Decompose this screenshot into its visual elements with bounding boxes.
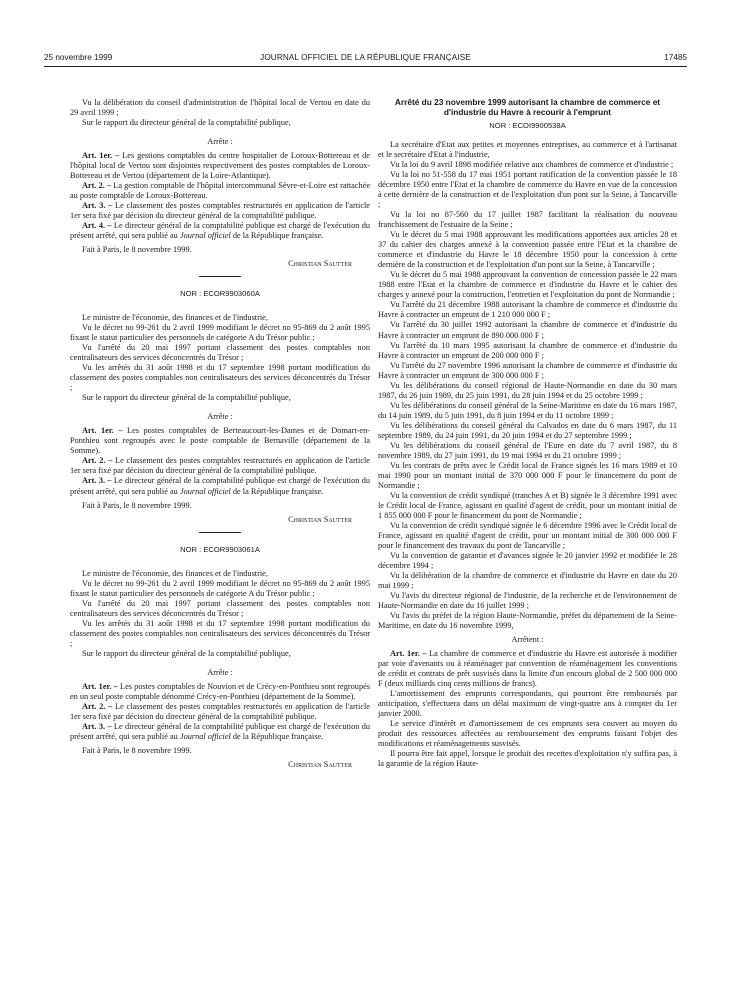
arretent-heading: Arrêtent : <box>511 634 544 644</box>
article <box>70 181 370 201</box>
left-column <box>70 98 370 770</box>
article-label: Art. 2. – <box>82 456 113 466</box>
article-label: Art. 2. – <box>82 701 113 711</box>
article-text: Le classement des postes comptables restructurés en application de l'article 1er sera fixé par décision du directeur général de la comptabilité publique. <box>70 201 370 221</box>
visa: Vu la convention de crédit syndiqué (tranches A et B) signée le 3 décembre 1991 avec le Crédit local de France, agissant en qualité d'agent de crédit, pour un montant initial de 1 855 000 000 F pour le financement du pont de Normandie ; <box>378 490 677 520</box>
article-text: La gestion comptable de l'hôpital intercommunal Sèvre-et-Loire est rattachée au poste comptable de Loroux-Bottereau. <box>70 181 371 201</box>
signature: Christian Sautter <box>288 514 352 524</box>
paragraph: Il pourra être fait appel, lorsque le produit des recettes d'exploitation n'y suffira pas, à la garantie de la région Haute- <box>378 749 677 769</box>
visa: Vu le décret du 5 mai 1988 approuvant la convention de concession passée le 22 mars 1988 entre l'Etat et la chambre de commerce et d'industrie du Havre et le cahier des charges y annexé pour la construction, l'entretien et l'exploitation du pont de Normandie ; <box>378 270 677 300</box>
article <box>70 702 370 722</box>
paragraph: Vu le décret no 99-261 du 2 avril 1999 modifiant le décret no 95-869 du 2 août 1995 fixant le statut particulier des personnels de catégorie A du Trésor public ; <box>70 578 370 598</box>
visa: Vu l'avis du préfet de la région Haute-Normandie, préfet du département de la Seine-Maritime, en date du 16 novembre 1999, <box>378 610 677 630</box>
paragraph: Vu l'arrêté du 20 mai 1997 portant classement des postes comptables non centralisateurs des services déconcentrés du Trésor ; <box>70 343 370 363</box>
article-text: Le directeur général de la comptabilité publique est chargé de l'exécution du présent arrêté, qui sera publié au <box>70 476 371 496</box>
article-text: Les gestions comptables du centre hospitalier de Loroux-Bottereau et de l'hôpital local de Vertou sont disjointes respectivement des postes comptables de Loroux-Bottereau et de Vertou (département de la Loire-Atlantique). <box>70 151 370 181</box>
article-text: de la République française. <box>232 231 324 241</box>
paragraph: Le ministre de l'économie, des finances et de l'industrie, <box>82 313 268 323</box>
visa: Vu le décret du 5 mai 1988 approuvant les modifications apportées aux articles 28 et 37 du cahier des charges annexé à la convention passée entre l'Etat et la chambre de commerce et d'industrie du Havre le 18 décembre 1950 pour la concession à cette dernière de la construction et de l'exploitation d'un pont sur la Seine, à Tancarville ; <box>378 230 677 270</box>
article-text: Les postes comptables de Berteaucourt-les-Dames et de Domart-en-Ponthieu sont regroupés avec le poste comptable de Bernaville (département de la Somme). <box>70 426 371 456</box>
done-at: Fait à Paris, le 8 novembre 1999. <box>82 245 192 255</box>
article-label: Art. 1er. – <box>82 151 120 161</box>
article-text: Les postes comptables de Nouvion et de Crécy-en-Ponthieu sont regroupés en un seul poste comptable dénommé Crécy-en-Ponthieu (département de la Somme). <box>70 681 371 701</box>
journal-name: Journal officiel <box>179 231 231 241</box>
article-label: Art. 3. – <box>82 721 112 731</box>
article-label: Art. 3. – <box>82 476 112 486</box>
article <box>70 682 370 702</box>
nor-reference: NOR : ECOI9900538A <box>489 121 566 131</box>
article-text: Le directeur général de la comptabilité publique est chargé de l'exécution du présent arrêté, qui sera publié au <box>70 221 371 241</box>
header-date: 25 novembre 1999 <box>44 53 113 62</box>
paragraph: L'amortissement des emprunts correspondants, qui pourront être remboursés par anticipation, s'effectuera dans un délai maximum de vingt-quatre ans à compter du 1er janvier 2000. <box>378 689 677 719</box>
signature: Christian Sautter <box>288 759 352 769</box>
paragraph: Sur le rapport du directeur général de la comptabilité publique, <box>82 393 291 403</box>
article-text: de la République française. <box>232 486 324 496</box>
visa: Vu la convention de garantie et d'avances signée le 20 janvier 1992 et modifiée le 28 décembre 1994 ; <box>378 550 677 570</box>
nor-reference: NOR : ECOR9903061A <box>180 544 260 554</box>
done-at: Fait à Paris, le 8 novembre 1999. <box>82 500 192 510</box>
paragraph: Vu le décret no 99-261 du 2 avril 1999 modifiant le décret no 95-869 du 2 août 1995 fixant le statut particulier des personnels de catégorie A du Trésor public ; <box>70 323 370 343</box>
article-label: Art. 1er. – <box>390 648 427 658</box>
article-label: Art. 2. – <box>82 181 112 191</box>
article-text: Le classement des postes comptables restructurés en application de l'article 1er sera fixé par décision du directeur général de la comptabilité publique. <box>70 456 370 476</box>
article-text: Le classement des postes comptables restructurés en application de l'article 1er sera fixé par décision du directeur général de la comptabilité publique. <box>70 701 370 721</box>
visa: Vu l'avis du directeur régional de l'industrie, de la recherche et de l'environnement de Haute-Normandie en date du 16 juillet 1999 ; <box>378 590 677 610</box>
visa: La secrétaire d'Etat aux petites et moyennes entreprises, au commerce et à l'artisanat et le secrétaire d'Etat à l'industrie, <box>378 140 677 160</box>
arrete-heading: Arrête : <box>207 412 233 422</box>
right-column <box>378 98 677 769</box>
article <box>70 221 370 241</box>
paragraph: Vu les arrêtés du 31 août 1998 et du 17 septembre 1998 portant modification du classement des postes comptables non centralisateurs des services déconcentrés du Trésor ; <box>70 618 370 648</box>
article <box>70 426 370 456</box>
article-text: La chambre de commerce et d'industrie du Havre est autorisée à modifier par voie d'avenants ou à réaménager par convention de réaménagement les conventions de crédit et contrats de prêt susvisés dans la limite d'un encours global de 2 500 000 000 F (deux milliards cinq cents millions de francs). <box>378 648 677 689</box>
paragraph: Vu les arrêtés du 31 août 1998 et du 17 septembre 1998 portant modification du classement des postes comptables non centralisateurs des services déconcentrés du Trésor ; <box>70 363 370 393</box>
visa: Vu la délibération de la chambre de commerce et d'industrie du Havre en date du 20 mai 1999 ; <box>378 570 677 590</box>
visa: Vu l'arrêté du 27 novembre 1996 autorisant la chambre de commerce et d'industrie du Havre à contracter un emprunt de 300 000 000 F ; <box>378 360 677 380</box>
paragraph: Sur le rapport du directeur général de la comptabilité publique, <box>82 118 291 128</box>
article <box>70 456 370 476</box>
journal-name: Journal officiel <box>179 486 231 496</box>
article-text: de la République française. <box>232 731 324 741</box>
visa: Vu la convention de crédit syndiqué signée le 6 décembre 1996 avec le Crédit local de France, agissant en qualité d'agent de crédit, pour un montant initial de 300 000 000 F pour le financement des travaux du pont de Tancarville ; <box>378 520 677 550</box>
visa: Vu les délibérations du conseil général de l'Eure en date du 7 avril 1987, du 8 novembre 1989, du 27 juin 1991, du 19 mai 1994 et du 21 octobre 1999 ; <box>378 440 677 460</box>
arrete-heading: Arrête : <box>207 667 233 677</box>
header-page-number: 17485 <box>664 53 687 62</box>
visa: Vu les délibérations du conseil général de la Seine-Maritime en date du 16 mars 1987, du 14 juin 1989, du 5 juin 1991, du 8 juin 1994 et du 11 octobre 1999 ; <box>378 400 677 420</box>
visa: Vu l'arrêté du 30 juillet 1992 autorisant la chambre de commerce et d'industrie du Havre à contracter un emprunt de 890 000 000 F ; <box>378 320 677 340</box>
article <box>70 201 370 221</box>
paragraph: Vu l'arrêté du 20 mai 1997 portant classement des postes comptables non centralisateurs des services déconcentrés du Trésor ; <box>70 598 370 618</box>
visas-list <box>378 140 677 631</box>
header-journal-title: JOURNAL OFFICIEL DE LA RÉPUBLIQUE FRANÇAISE <box>260 53 471 62</box>
article-label: Art. 3. – <box>82 201 113 211</box>
article <box>378 649 677 689</box>
page-header <box>44 53 687 67</box>
visa: Vu la loi du 9 avril 1898 modifiée relative aux chambres de commerce et d'industrie ; <box>390 160 674 170</box>
paragraph: Le ministre de l'économie, des finances et de l'industrie, <box>82 568 268 578</box>
visa: Vu l'arrêté du 21 décembre 1988 autorisant la chambre de commerce et d'industrie du Havre à contracter un emprunt de 1 210 000 000 F ; <box>378 300 677 320</box>
visa: Vu la loi no 87-560 du 17 juillet 1987 facilitant la réalisation du nouveau franchissement de l'estuaire de la Seine ; <box>378 210 677 230</box>
journal-name: Journal officiel <box>179 731 231 741</box>
paragraph: Le service d'intérêt et d'amortissement de ces emprunts sera couvert au moyen du produit des ressources affectées au remboursement des emprunts faisant l'objet des modifications et réaménagements susvisés. <box>378 719 677 749</box>
article <box>70 722 370 742</box>
signature: Christian Sautter <box>288 259 352 269</box>
visa: Vu les contrats de prêts avec le Crédit local de France signés les 16 mars 1989 et 10 mai 1990 pour un montant initial de 370 000 000 F pour le financement du pont de Normandie ; <box>378 460 677 490</box>
visa: Vu la loi no 51-558 du 17 mai 1951 portant ratification de la convention passée le 18 décembre 1950 entre l'Etat et la chambre de commerce du Havre en vue de la concession à cette dernière de la construction et de l'exploitation d'un pont sur la Seine, à Tancarville ; <box>378 170 677 210</box>
article <box>70 476 370 496</box>
done-at: Fait à Paris, le 8 novembre 1999. <box>82 745 192 755</box>
article-label: Art. 1er. – <box>82 426 123 436</box>
decree-title: Arrêté du 23 novembre 1999 autorisant la chambre de commerce et d'industrie du Havre à recourir à l'emprunt <box>394 97 661 117</box>
header-rule <box>44 66 687 67</box>
visa: Vu l'arrêté du 10 mars 1995 autorisant la chambre de commerce et d'industrie du Havre à contracter un emprunt de 200 000 000 F ; <box>378 340 677 360</box>
paragraph: Sur le rapport du directeur général de la comptabilité publique, <box>82 648 291 658</box>
article-label: Art. 4. – <box>82 221 112 231</box>
paragraph: Vu la délibération du conseil d'administration de l'hôpital local de Vertou en date du 29 avril 1999 ; <box>70 98 370 118</box>
nor-reference: NOR : ECOR9903060A <box>180 289 260 299</box>
visa: Vu les délibérations du conseil régional de Haute-Normandie en date du 30 mars 1987, du 26 juin 1989, du 25 juin 1991, du 28 juin 1994 et du 25 octobre 1999 ; <box>378 380 677 400</box>
article-text: Le directeur général de la comptabilité publique est chargé de l'exécution du présent arrêté, qui sera publié au <box>70 721 371 741</box>
visa: Vu les délibérations du conseil général du Calvados en date du 6 mars 1987, du 11 septembre 1989, du 24 juin 1991, du 20 juin 1994 et du 27 septembre 1999 ; <box>378 420 677 440</box>
article-label: Art. 1er. – <box>82 681 118 691</box>
arrete-heading: Arrête : <box>207 137 233 147</box>
article <box>70 151 370 181</box>
